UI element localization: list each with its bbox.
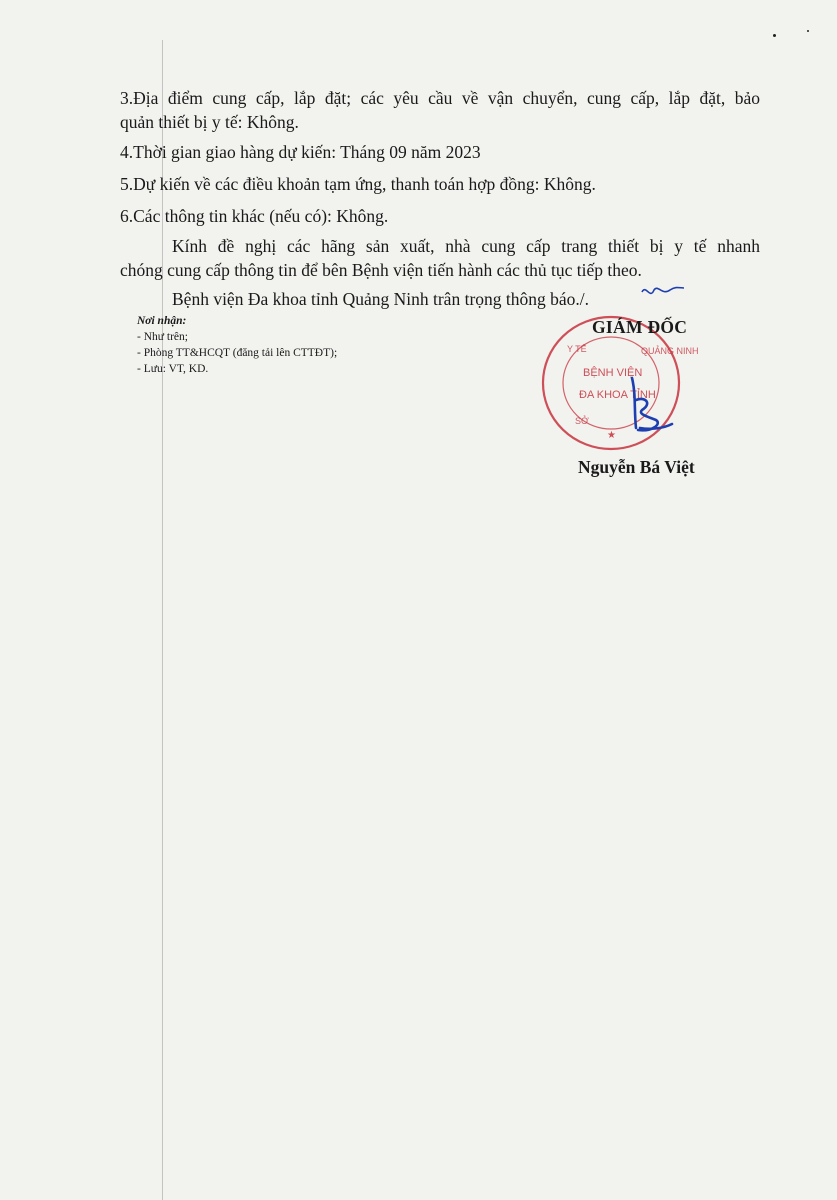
stamp-ring-right: QUẢNG NINH [641, 346, 699, 356]
item-5: 5.Dự kiến về các điều khoản tạm ứng, thanh toán hợp đồng: Không. [120, 174, 596, 194]
recipient-item: - Lưu: VT, KD. [137, 363, 209, 375]
item-3-line-2: quản thiết bị y tế: Không. [120, 112, 299, 132]
stamp-ring-bottom: SỞ [575, 416, 589, 426]
signer-position: GIÁM ĐỐC [592, 317, 688, 337]
item-3-line-1: 3.Địa điểm cung cấp, lắp đặt; các yêu cầu về vận chuyển, cung cấp, lắp đặt, bảo [120, 88, 760, 108]
handwritten-signature [612, 370, 682, 440]
recipient-item: - Phòng TT&HCQT (đăng tải lên CTTĐT); [137, 347, 338, 359]
stamp-line-1: BỆNH VIỆN [583, 367, 643, 379]
initial-mark-icon [640, 282, 686, 304]
recipients-title: Nơi nhận: [137, 315, 187, 327]
recipients-block [137, 313, 337, 377]
recipient-item: - Như trên; [137, 331, 188, 343]
stamp-line-2: ĐA KHOA TỈNH [579, 389, 656, 401]
request-paragraph-line-1: Kính đề nghị các hãng sản xuất, nhà cung cấp trang thiết bị y tế nhanh [172, 236, 760, 256]
scan-speck [807, 30, 809, 32]
request-paragraph-line-2: chóng cung cấp thông tin để bên Bệnh viện tiến hành các thủ tục tiếp theo. [120, 260, 642, 280]
item-6: 6.Các thông tin khác (nếu có): Không. [120, 206, 389, 226]
closing-statement: Bệnh viện Đa khoa tỉnh Quảng Ninh trân trọng thông báo./. [172, 289, 590, 309]
signer-name: Nguyễn Bá Việt [578, 457, 695, 477]
item-4: 4.Thời gian giao hàng dự kiến: Tháng 09 năm 2023 [120, 142, 481, 162]
scan-speck [773, 34, 776, 37]
svg-text:★: ★ [607, 430, 616, 441]
stamp-ring-left: Y TẾ [567, 344, 587, 354]
